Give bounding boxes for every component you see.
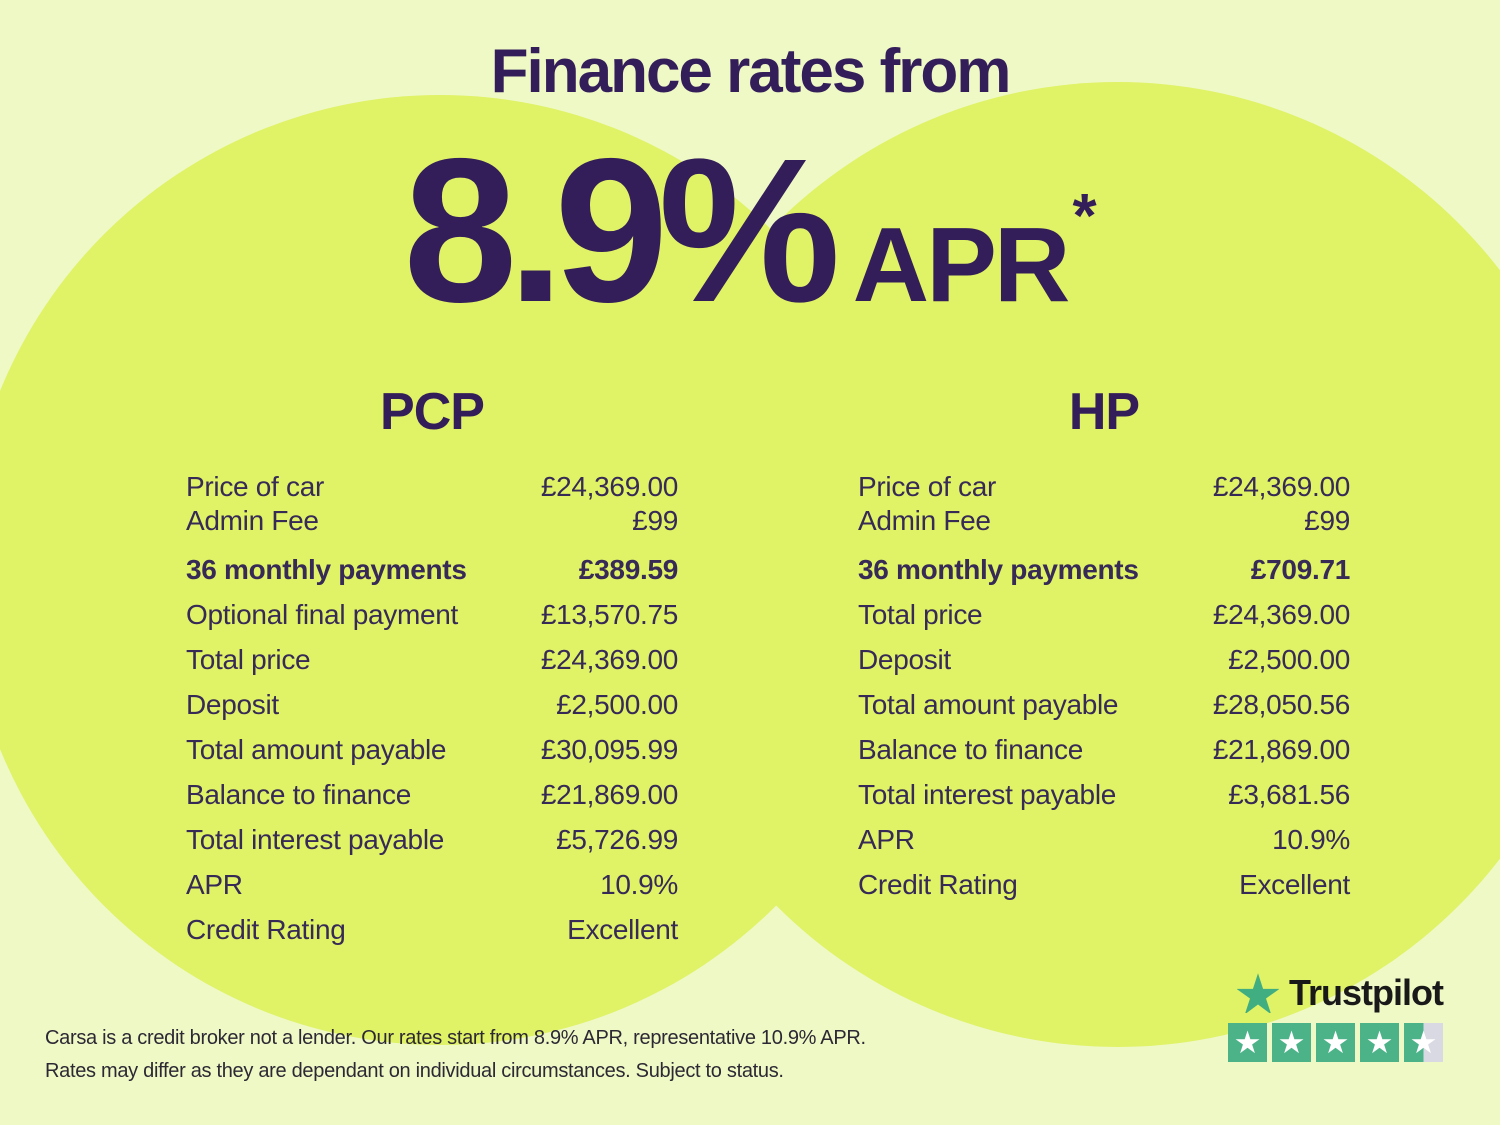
star-icon: ★ — [1233, 1025, 1262, 1060]
table-row — [186, 682, 678, 727]
row-label: Total interest payable — [858, 778, 1117, 810]
row-value: £5,726.99 — [556, 823, 678, 855]
row-value: Excellent — [1239, 868, 1350, 900]
row-label: 36 monthly payments — [186, 553, 467, 585]
page-title: Finance rates from — [490, 37, 1010, 106]
disclaimer-line-1: Carsa is a credit broker not a lender. Our rates start from 8.9% APR, representative 10.9% APR. — [45, 1027, 866, 1049]
row-value: 10.9% — [600, 868, 678, 900]
row-label: Balance to finance — [858, 733, 1083, 765]
headline-rate — [0, 116, 1500, 345]
row-label: Deposit — [186, 688, 279, 720]
table-row-monthly-payment — [186, 547, 678, 592]
row-label: Total interest payable — [186, 823, 445, 855]
trustpilot-logo — [1237, 972, 1443, 1014]
star-icon: ★ — [1321, 1025, 1350, 1060]
row-label: Price of car — [858, 471, 996, 502]
table-row — [186, 470, 678, 504]
table-row — [858, 727, 1350, 772]
table-row — [186, 504, 678, 538]
row-label: Total amount payable — [186, 733, 447, 765]
trustpilot-star-icon — [1237, 973, 1279, 1013]
row-label: Admin Fee — [186, 505, 319, 536]
pcp-header: PCP — [380, 383, 484, 441]
row-value: £99 — [1304, 505, 1350, 536]
rating-star-box-full — [1228, 1023, 1267, 1062]
row-value: £21,869.00 — [540, 778, 678, 810]
row-value: £24,369.00 — [1212, 471, 1350, 502]
row-value: £30,095.99 — [540, 733, 678, 765]
rating-star-box-full — [1360, 1023, 1399, 1062]
row-value: £21,869.00 — [1212, 733, 1350, 765]
table-row — [186, 862, 678, 907]
table-row — [186, 637, 678, 682]
table-row — [186, 727, 678, 772]
trustpilot-star-row — [1228, 1023, 1443, 1062]
row-label: Total price — [858, 598, 983, 630]
row-label: Credit Rating — [858, 868, 1018, 900]
row-label: Total price — [186, 643, 311, 675]
row-value: £99 — [632, 505, 678, 536]
row-label: Optional final payment — [186, 598, 459, 630]
disclaimer-text — [45, 1022, 866, 1088]
table-row — [858, 862, 1350, 907]
row-value: 10.9% — [1272, 823, 1350, 855]
row-label: Admin Fee — [858, 505, 991, 536]
table-row-monthly-payment — [858, 547, 1350, 592]
rating-star-box-full — [1316, 1023, 1355, 1062]
row-value: £24,369.00 — [540, 471, 678, 502]
trustpilot-rating-widget — [1228, 972, 1443, 1062]
rate-asterisk: * — [1072, 182, 1097, 251]
disclaimer-line-2: Rates may differ as they are dependant on individual circumstances. Subject to status. — [45, 1060, 784, 1082]
row-value: £3,681.56 — [1228, 778, 1350, 810]
table-row — [186, 817, 678, 862]
hp-header: HP — [1068, 383, 1140, 441]
table-row — [858, 817, 1350, 862]
hp-section — [858, 384, 1350, 907]
row-value: Excellent — [567, 913, 678, 945]
row-label: 36 monthly payments — [858, 553, 1139, 585]
row-value: £24,369.00 — [540, 643, 678, 675]
row-value: £709.71 — [1250, 553, 1350, 585]
rate-suffix: APR — [852, 206, 1068, 324]
table-row — [858, 504, 1350, 538]
row-label: APR — [858, 823, 915, 855]
row-value: £13,570.75 — [540, 598, 678, 630]
pcp-section — [186, 384, 678, 952]
row-value: £2,500.00 — [556, 688, 678, 720]
table-row — [186, 772, 678, 817]
row-value: £389.59 — [578, 553, 678, 585]
rate-value: 8.9% — [403, 116, 831, 345]
table-row — [186, 592, 678, 637]
table-row — [186, 907, 678, 952]
trustpilot-wordmark: Trustpilot — [1289, 972, 1443, 1013]
row-label: Total amount payable — [858, 688, 1119, 720]
row-value: £2,500.00 — [1228, 643, 1350, 675]
star-icon: ★ — [1365, 1025, 1394, 1060]
table-row — [858, 772, 1350, 817]
row-label: Credit Rating — [186, 913, 346, 945]
row-label: Deposit — [858, 643, 951, 675]
rating-star-box-full — [1272, 1023, 1311, 1062]
row-label: Price of car — [186, 471, 324, 502]
pcp-table — [186, 470, 678, 952]
row-label: APR — [186, 868, 243, 900]
star-icon: ★ — [1409, 1025, 1438, 1060]
table-row — [858, 592, 1350, 637]
table-row — [858, 637, 1350, 682]
row-value: £24,369.00 — [1212, 598, 1350, 630]
star-icon: ★ — [1277, 1025, 1306, 1060]
table-row — [858, 470, 1350, 504]
table-row — [858, 682, 1350, 727]
row-value: £28,050.56 — [1212, 688, 1350, 720]
rating-star-box-half — [1404, 1023, 1443, 1062]
hp-table — [858, 470, 1350, 907]
row-label: Balance to finance — [186, 778, 411, 810]
